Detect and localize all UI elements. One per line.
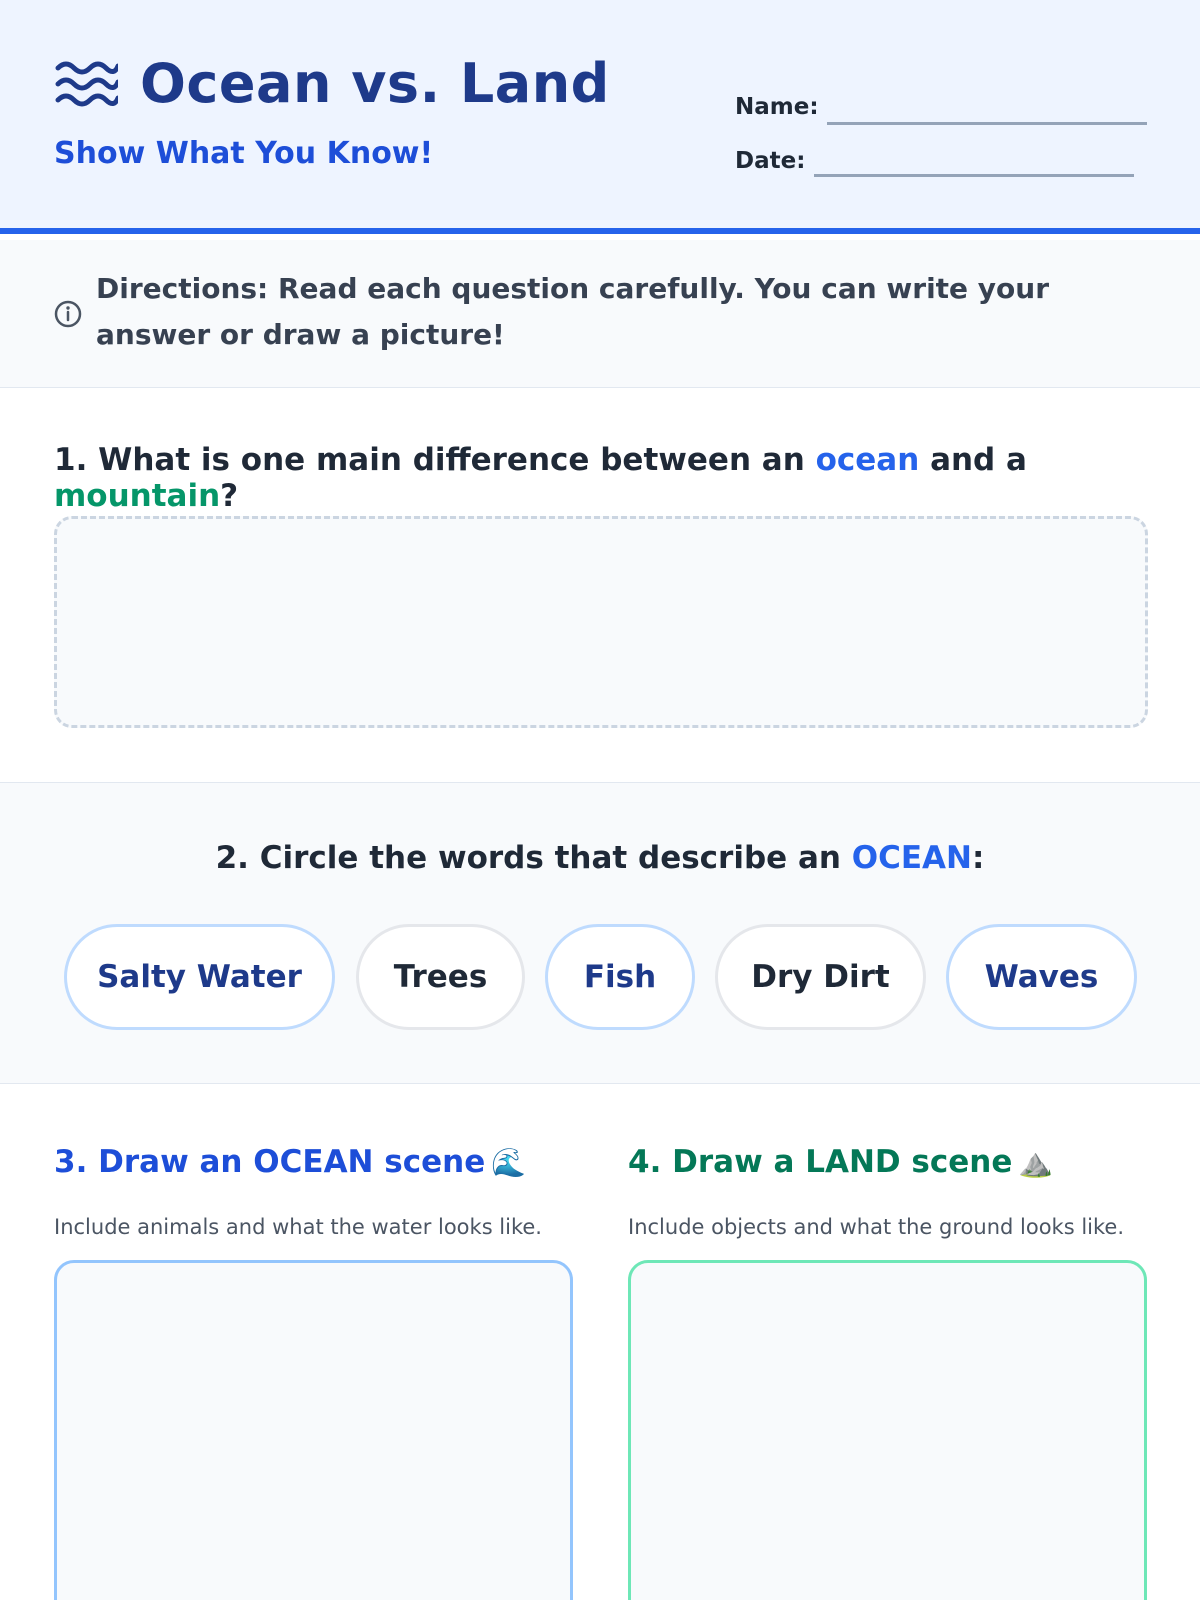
question-4-title [628,1144,1053,1180]
mountain-emoji-icon: ⛰️ [1018,1146,1054,1179]
ocean-drawing-area[interactable] [54,1260,573,1600]
name-label: Name: [735,94,819,120]
name-field[interactable] [827,122,1147,125]
date-label: Date: [735,148,806,174]
question-2-suffix: : [971,840,985,876]
option-salty-water[interactable]: Salty Water [64,924,335,1030]
info-icon [54,300,82,328]
worksheet-header [0,0,1200,234]
worksheet-subtitle: Show What You Know! [54,136,434,171]
question-2-prefix: 2. Circle the words that describe an [215,840,852,876]
keyword-ocean-caps: OCEAN [851,840,972,876]
directions-text: Directions: Read each question carefully. You can write your answer or draw a picture! [96,272,1050,351]
question-1-middle: and a [919,442,1027,478]
option-dry-dirt[interactable]: Dry Dirt [715,924,926,1030]
question-3-subtitle: Include animals and what the water looks like. [54,1215,542,1239]
question-3-title [54,1144,526,1180]
land-drawing-area[interactable] [628,1260,1147,1600]
question-2 [0,840,1200,876]
question-3-title-text: 3. Draw an OCEAN scene [54,1144,486,1180]
option-fish[interactable]: Fish [545,924,695,1030]
date-field[interactable] [814,174,1134,177]
worksheet-title: Ocean vs. Land [140,52,610,115]
question-1-suffix: ? [220,478,239,514]
keyword-mountain: mountain [54,478,221,514]
question-1-prefix: 1. What is one main difference between an [54,442,816,478]
option-trees[interactable]: Trees [356,924,525,1030]
question-4-title-text: 4. Draw a LAND scene [628,1144,1013,1180]
question-1-answer-box[interactable] [54,516,1148,728]
question-4-subtitle: Include objects and what the ground looks like. [628,1215,1124,1239]
keyword-ocean: ocean [815,442,920,478]
ocean-wave-emoji-icon: 🌊 [491,1146,527,1179]
title-row [54,52,610,115]
waves-icon [54,58,118,110]
question-1 [54,442,1200,514]
option-waves[interactable]: Waves [946,924,1137,1030]
